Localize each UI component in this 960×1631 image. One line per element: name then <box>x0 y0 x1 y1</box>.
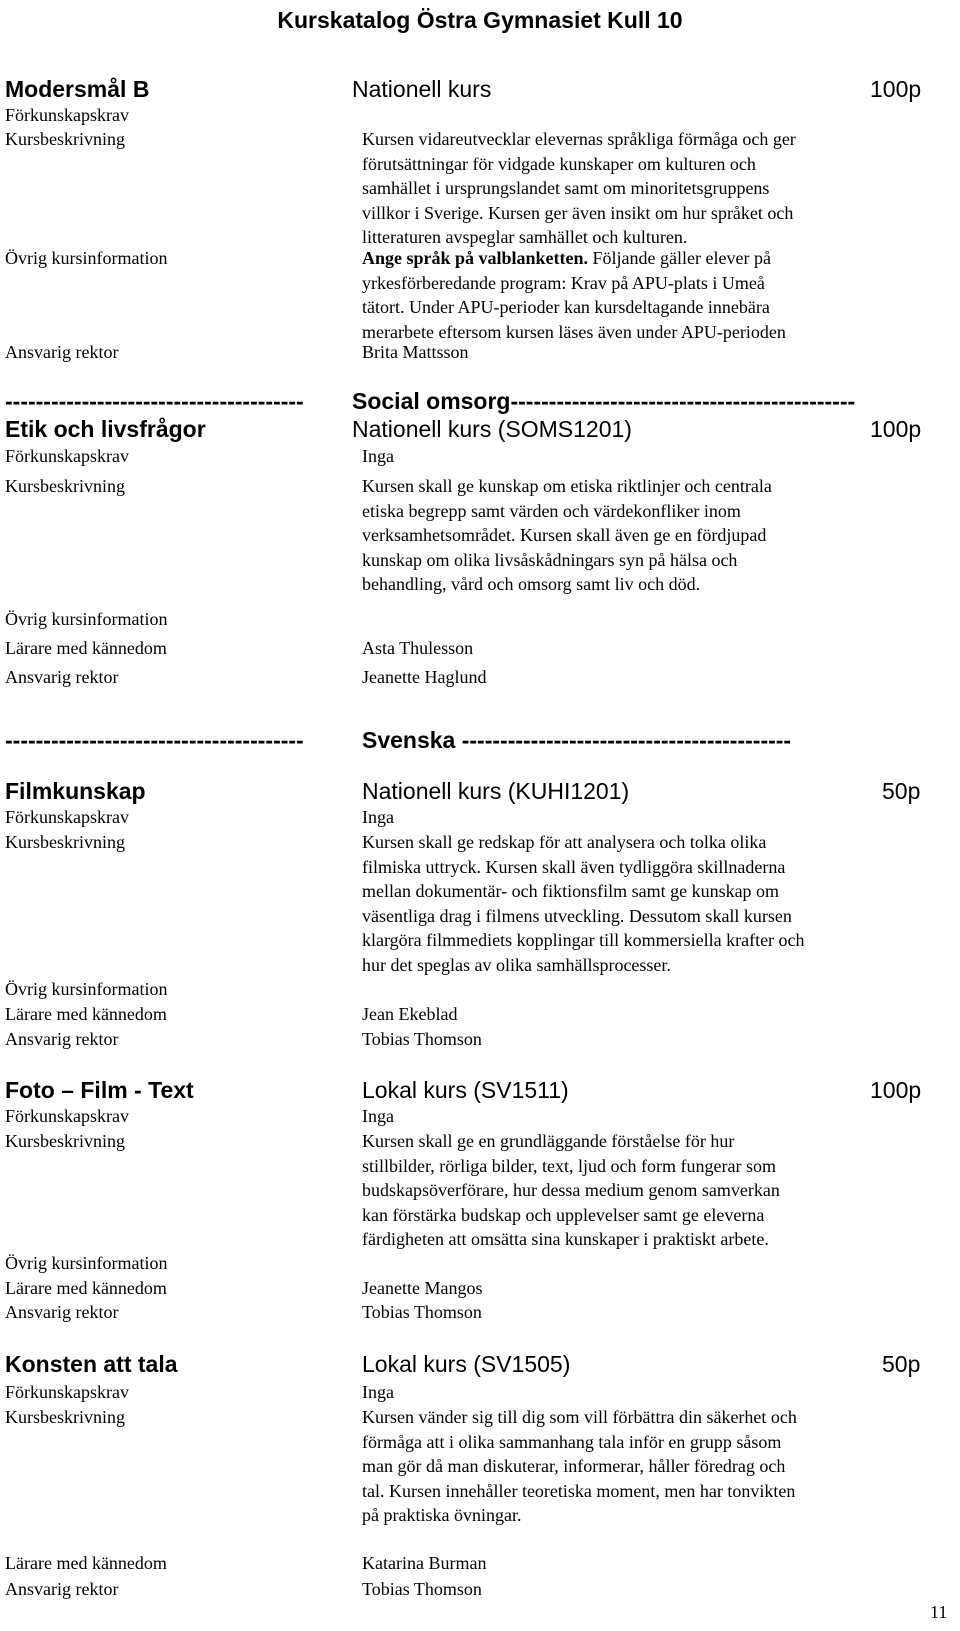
description-line: förutsättningar för vidgade kunskaper om kulturen och <box>362 153 756 174</box>
teacher-value: Katarina Burman <box>362 1553 487 1573</box>
description-label: Kursbeskrivning <box>5 129 125 149</box>
description-line: Kursen vänder sig till dig som vill förbättra din säkerhet och <box>362 1407 797 1427</box>
course-description <box>362 1129 902 1252</box>
description-line: samhället i ursprungslandet samt om minoritetsgruppens <box>362 178 770 199</box>
description-line: villkor i Sverige. Kursen ger även insikt om hur språket och <box>362 202 794 223</box>
course-name: Filmkunskap <box>5 778 146 804</box>
course-type: Lokal kurs (SV1505) <box>362 1351 571 1377</box>
description-line: etiska begrepp samt värden och värdekonfliker inom <box>362 500 741 521</box>
prereq-label: Förkunskapskrav <box>5 1106 129 1126</box>
description-line: verksamhetsområdet. Kursen skall även ge en fördjupad <box>362 525 767 546</box>
other-info-rest: Följande gäller elever på <box>588 248 771 268</box>
teacher-value: Jeanette Mangos <box>362 1278 483 1298</box>
section-heading-social-omsorg: Social omsorg--------------------------------------------- <box>352 388 856 414</box>
description-line: klargöra filmmediets kopplingar till kommersiella krafter och <box>362 930 805 951</box>
description-line: tal. Kursen innehåller teoretiska moment, men har tonvikten <box>362 1480 796 1501</box>
other-info-label: Övrig kursinformation <box>5 1253 168 1273</box>
prereq-label: Förkunskapskrav <box>5 807 129 827</box>
course-description <box>362 127 902 250</box>
course-name: Etik och livsfrågor <box>5 416 206 442</box>
description-label: Kursbeskrivning <box>5 832 125 852</box>
other-info-label: Övrig kursinformation <box>5 609 168 629</box>
other-info-emphasis: Ange språk på valblanketten. <box>362 248 589 268</box>
description-line: Kursen skall ge kunskap om etiska riktlinjer och centrala <box>362 476 772 496</box>
other-info-line <box>362 246 902 271</box>
course-description <box>362 830 902 978</box>
principal-value: Jeanette Haglund <box>362 667 487 687</box>
teacher-value: Asta Thulesson <box>362 638 474 658</box>
course-points: 100p <box>870 416 922 442</box>
section-divider-left: --------------------------------------- <box>5 388 304 414</box>
description-line: litteraturen avspeglar samhället och kulturen. <box>362 227 688 248</box>
other-info-label: Övrig kursinformation <box>5 248 168 268</box>
principal-label: Ansvarig rektor <box>5 667 119 687</box>
principal-value: Brita Mattsson <box>362 342 469 362</box>
course-name: Foto – Film - Text <box>5 1077 194 1103</box>
description-line: hur det speglas av olika samhällsprocesser. <box>362 954 671 975</box>
course-type: Nationell kurs (KUHI1201) <box>362 778 630 804</box>
description-line: mellan dokumentär- och fiktionsfilm samt ge kunskap om <box>362 881 780 902</box>
description-line: kan förstärka budskap och upplevelser samt ge eleverna <box>362 1204 765 1225</box>
principal-value: Tobias Thomson <box>362 1302 482 1322</box>
prereq-value: Inga <box>362 1382 394 1402</box>
prereq-value: Inga <box>362 446 394 466</box>
prereq-value: Inga <box>362 807 394 827</box>
course-type: Nationell kurs <box>352 76 492 102</box>
description-line: väsentliga drag i filmens utveckling. Dessutom skall kursen <box>362 905 792 926</box>
description-line: Kursen vidareutvecklar elevernas språkliga förmåga och ger <box>362 129 796 149</box>
principal-label: Ansvarig rektor <box>5 1579 119 1599</box>
description-line: på praktiska övningar. <box>362 1505 522 1526</box>
principal-value: Tobias Thomson <box>362 1579 482 1599</box>
teacher-label: Lärare med kännedom <box>5 1553 167 1573</box>
description-line: behandling, vård och omsorg samt liv och död. <box>362 574 701 595</box>
page-number: 11 <box>930 1602 948 1622</box>
teacher-label: Lärare med kännedom <box>5 1278 167 1298</box>
description-line: Kursen skall ge en grundläggande förståelse för hur <box>362 1131 735 1151</box>
course-type: Lokal kurs (SV1511) <box>362 1077 569 1103</box>
other-info-line: tätort. Under APU-perioder kan kursdeltagande innebära <box>362 297 770 318</box>
other-info-line: yrkesförberedande program: Krav på APU-plats i Umeå <box>362 272 765 293</box>
description-line: färdigheten att omsätta sina kunskaper i praktiskt arbete. <box>362 1229 769 1250</box>
section-heading-svenska: Svenska ------------------------------------------- <box>362 727 792 753</box>
teacher-label: Lärare med kännedom <box>5 638 167 658</box>
course-points: 50p <box>882 778 921 804</box>
description-line: stillbilder, rörliga bilder, text, ljud och form fungerar som <box>362 1155 776 1176</box>
teacher-value: Jean Ekeblad <box>362 1004 458 1024</box>
course-points: 100p <box>870 76 922 102</box>
course-points: 50p <box>882 1351 921 1377</box>
description-line: man gör då man diskuterar, informerar, håller föredrag och <box>362 1456 786 1477</box>
prereq-label: Förkunskapskrav <box>5 446 129 466</box>
section-divider-left: --------------------------------------- <box>5 727 304 753</box>
description-label: Kursbeskrivning <box>5 1407 125 1427</box>
course-points: 100p <box>870 1077 922 1103</box>
principal-label: Ansvarig rektor <box>5 1029 119 1049</box>
description-line: förmåga att i olika sammanhang tala inför en grupp såsom <box>362 1431 782 1452</box>
description-line: filmiska uttryck. Kursen skall även tydliggöra skillnaderna <box>362 856 786 877</box>
description-line: Kursen skall ge redskap för att analysera och tolka olika <box>362 832 767 852</box>
other-info-label: Övrig kursinformation <box>5 979 168 999</box>
course-name: Modersmål B <box>5 76 150 102</box>
course-description <box>362 1405 902 1528</box>
prereq-label: Förkunskapskrav <box>5 1382 129 1402</box>
teacher-label: Lärare med kännedom <box>5 1004 167 1024</box>
principal-value: Tobias Thomson <box>362 1029 482 1049</box>
description-label: Kursbeskrivning <box>5 1131 125 1151</box>
page-title: Kurskatalog Östra Gymnasiet Kull 10 <box>277 7 683 33</box>
principal-label: Ansvarig rektor <box>5 1302 119 1322</box>
other-info-text <box>362 246 902 344</box>
course-type: Nationell kurs (SOMS1201) <box>352 416 632 442</box>
prereq-value: Inga <box>362 1106 394 1126</box>
description-line: budskapsöverförare, hur dessa medium genom samverkan <box>362 1180 780 1201</box>
other-info-line: merarbete eftersom kursen läses även under APU-perioden <box>362 321 786 342</box>
course-name: Konsten att tala <box>5 1351 178 1377</box>
prereq-label: Förkunskapskrav <box>5 105 129 125</box>
principal-label: Ansvarig rektor <box>5 342 119 362</box>
description-line: kunskap om olika livsåskådningars syn på hälsa och <box>362 549 738 570</box>
course-description <box>362 474 902 597</box>
description-label: Kursbeskrivning <box>5 476 125 496</box>
